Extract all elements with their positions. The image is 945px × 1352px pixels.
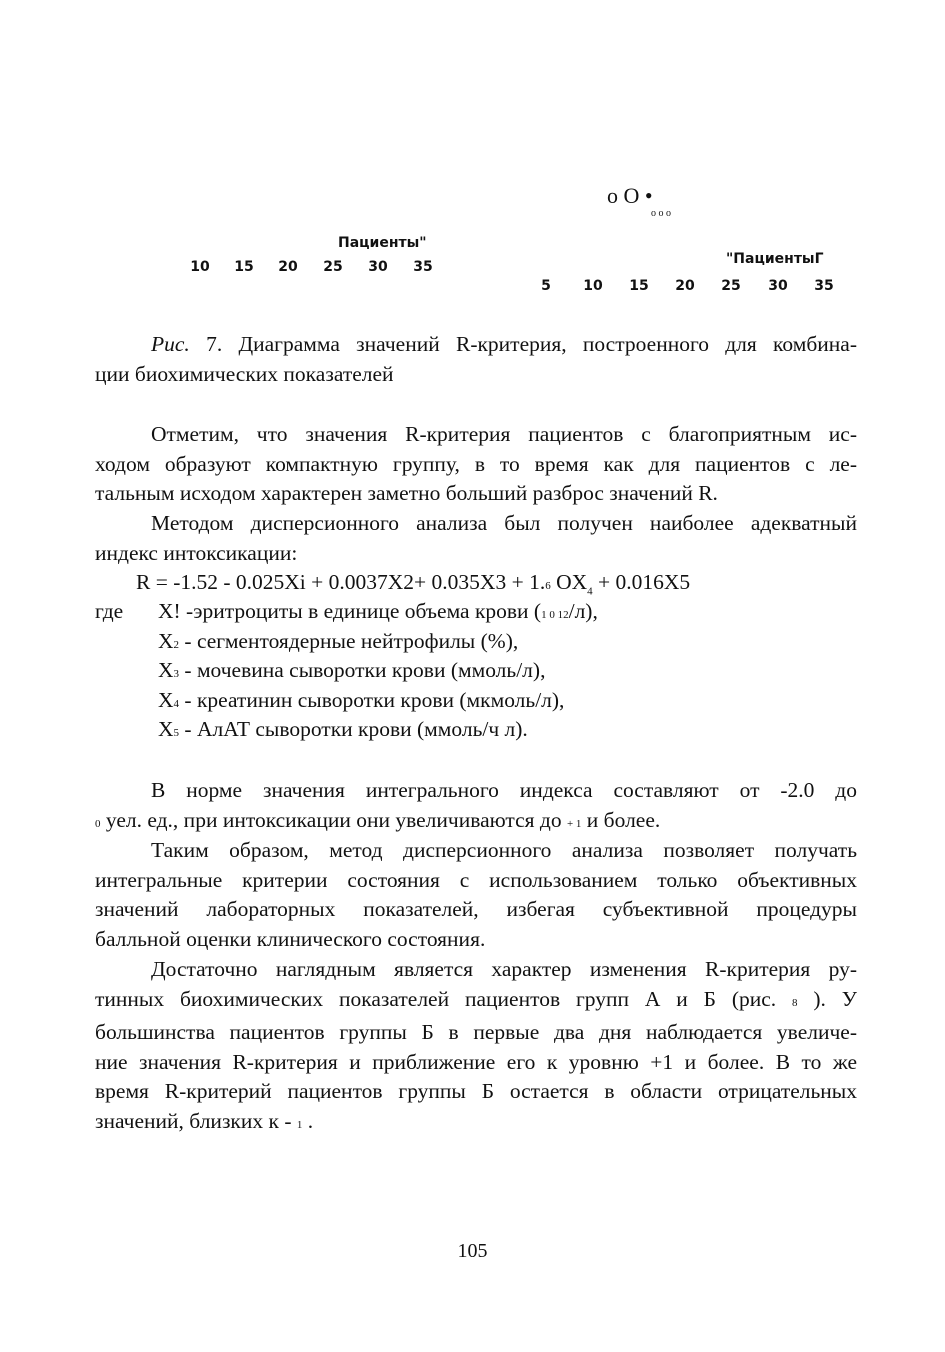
text-line: балльной оценки клинического состояния. [95,926,486,951]
definition-var: X [158,658,174,682]
right-data-markers: o Ο • [607,183,653,208]
left-tick: 30 [368,259,388,275]
caption-prefix: Рис. [151,332,190,356]
text-line: В норме значения интегрального индекса составляют от -2.0 до [151,778,857,802]
inline-number: 8 [792,996,798,1009]
text-line: интегральные критерии состояния с использованием только объективных [95,867,857,892]
text-line: ние значения R-критерия и приближение его к уровню +1 и более. В то же [95,1049,857,1074]
definition-text: /л), [568,599,598,623]
paragraph [95,420,857,509]
caption-line: ции биохимических показателей [95,361,394,386]
text-line: время R-критерий пациентов группы Б остается в области отрицательных [95,1079,857,1104]
text-fragment: уел. ед., при интоксикации они увеличиваются до [100,807,567,832]
figure-caption [95,330,857,389]
text-fragment: ). У [797,986,857,1011]
text-fragment: . [302,1108,314,1133]
left-tick: 10 [190,259,210,275]
right-tick: 20 [675,278,695,294]
definition-text: X! -эритроциты в единице объема крови ( [158,599,542,623]
definition-where: где [95,599,124,623]
caption-line: Диаграмма значений R-критерия, построенного для комбина- [238,332,858,356]
text-line [95,1107,857,1141]
text-line [95,806,857,840]
paragraph [95,955,857,1141]
left-tick: 35 [413,259,433,275]
formula-main: R = -1.52 - 0.025Xi + 0.0037X2+ 0.035X3 + 1. [136,570,546,594]
caption-number: 7. [206,332,223,356]
left-tick: 15 [234,259,254,275]
definition-sub: 2 [173,639,180,651]
definition-var: X [158,688,174,712]
left-axis-label: Пациенты" [338,235,427,251]
left-tick: 25 [323,259,343,275]
text-line: значений лабораторных показателей, избегая субъективной процедуры [95,897,857,922]
definition-x1 [158,597,598,631]
paragraph [95,776,857,839]
text-line: Таким образом, метод дисперсионного анализа позволяет получать [151,838,857,862]
definition-var: X [158,629,174,653]
left-tick: 20 [278,259,298,275]
definition-x3 [158,656,545,690]
inline-number: 0 [95,817,101,830]
text-line: ходом образуют компактную группу, в то время как для пациентов с ле- [95,451,857,476]
right-tick: 15 [629,278,649,294]
text-fragment: и более. [581,807,661,832]
text-fragment: значений, близких к - [95,1108,297,1133]
paragraph [95,836,857,954]
formula-sub: 6 [545,580,551,592]
text-line: Достаточно наглядным является характер изменения R-критерия ру- [151,957,857,981]
definition-var: X [158,717,174,741]
definition-sub: 5 [173,727,180,739]
right-axis-ticks [0,278,945,298]
inline-number: + 1 [566,817,582,830]
right-tick: 10 [583,278,603,294]
definition-text: - мочевина сыворотки крови (ммоль/л), [179,658,546,682]
right-tick: 25 [721,278,741,294]
right-tick: 30 [768,278,788,294]
right-tick: 35 [814,278,834,294]
paragraph [95,509,857,568]
text-line: Отметим, что значения R-критерия пациентов с благоприятным ис- [151,422,857,446]
page-number: 105 [457,1240,488,1262]
definition-sub: 4 [173,698,180,710]
text-line: большинства пациентов группы Б в первые два дня наблюдается увеличе- [95,1020,857,1045]
right-axis-label: "ПациентыГ [726,251,824,267]
inline-number: 1 [296,1118,303,1131]
right-data-markers-small: o o o [651,208,671,219]
text-line: Методом дисперсионного анализа был получен наиболее адекватный [151,511,857,535]
formula-sub: 4 [587,585,593,598]
definition-sub: 3 [173,668,180,680]
text-fragment: тинных биохимических показателей пациентов групп А и Б (рис. [95,986,793,1011]
definition-sub: 1 0 12 [541,609,569,621]
text-line [95,985,857,1019]
text-line: индекс интоксикации: [95,540,298,565]
definition-text: - креатинин сыворотки крови (мкмоль/л), [179,688,565,712]
definition-text: - АлАТ сыворотки крови (ммоль/ч л). [179,717,528,741]
text-line: тальным исходом характерен заметно больший разброс значений R. [95,481,718,506]
definition-text: - сегментоядерные нейтрофилы (%), [179,629,519,653]
formula-tail: + 0.016X5 [592,570,691,594]
right-tick: 5 [541,278,551,294]
definition-x5 [158,715,528,749]
formula-ox: OX [550,570,588,594]
